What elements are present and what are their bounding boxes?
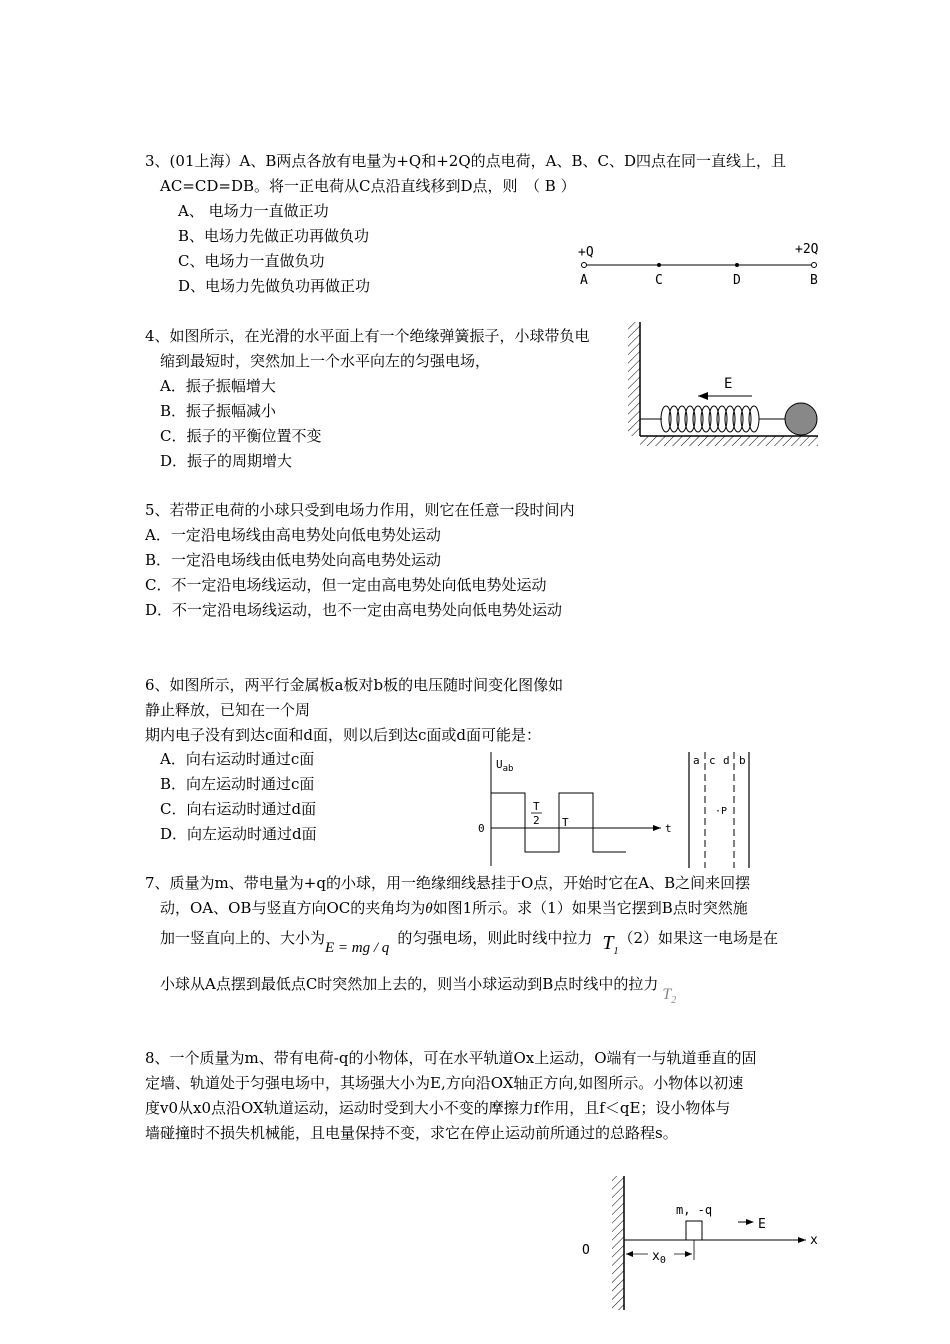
q6-line3: 期内电子没有到达c面和d面，则以后到达c面或d面可能是： [145, 726, 542, 744]
q7-line3-mid: 的匀强电场，则此时线中拉力 [397, 929, 593, 947]
q6-half-period-den: 2 [533, 814, 540, 827]
q4-line1: 4、如图所示，在光滑的水平面上有一个绝缘弹簧振子，小球带负电 [145, 327, 590, 345]
q7-line2-text: 动，OA、OB与竖直方向OC的夹角均为 [160, 899, 426, 917]
q7-T2-letter: T [662, 986, 672, 1003]
q6-option-b: B．向左运动时通过c面 [160, 775, 315, 793]
q3-dot-d [735, 263, 739, 267]
q6-plates-figure [683, 748, 758, 870]
q3-charges-figure [570, 236, 830, 296]
q3-option-a: A、 电场力一直做正功 [178, 202, 329, 220]
q6-label-c: c [709, 754, 716, 767]
q8-x0-arrow-right [685, 1251, 692, 1257]
q3-option-d: D、电场力先做负功再做正功 [178, 277, 371, 295]
q3-dot-b [812, 263, 817, 268]
q7-T2-sub: 2 [671, 995, 677, 1007]
q7-line2 [160, 898, 748, 919]
q8-block [686, 1221, 702, 1240]
q4-arrow-head [698, 392, 708, 400]
q3-point-c: C [655, 273, 663, 288]
q5-option-c: C．不一定沿电场线运动，但一定由高电势处向低电势处运动 [145, 576, 547, 594]
q6-origin-label: 0 [478, 822, 485, 835]
q8-wall-figure [578, 1172, 828, 1314]
q8-x-arrow [798, 1237, 806, 1243]
q8-line3: 度v0从x0点沿OX轨道运动，运动时受到大小不变的摩擦力f作用，且f＜qE；设小物体与 [145, 1099, 731, 1117]
q6-line2: 静止释放，已知在一个周 [145, 701, 311, 719]
q5-option-a: A．一定沿电场线由高电势处向低电势处运动 [145, 526, 441, 544]
q6-t-label: t [665, 822, 672, 835]
q7-formula: E = mg / q [325, 940, 390, 956]
q8-line2: 定墙、轨道处于匀强电场中，其场强大小为E,方向沿OX轴正方向,如图所示。小物体以初速 [145, 1074, 744, 1092]
q3-line2: AC=CD=DB。将一正电荷从C点沿直线移到D点，则 （ B ） [160, 177, 576, 195]
q3-point-d: D [733, 273, 741, 288]
q3-charge-b-label: +2Q [795, 242, 819, 257]
q4-option-c: C．振子的平衡位置不变 [160, 427, 322, 445]
q5-option-b: B．一定沿电场线由低电势处向高电势处运动 [145, 551, 442, 569]
q8-x0-arrow-left [626, 1251, 633, 1257]
q6-y-label: $U_{ab}$ [496, 758, 514, 774]
q7-T2 [662, 986, 677, 1007]
q7-line2-tail: 如图1所示。求（1）如果当它摆到B点时突然施 [432, 899, 748, 917]
q6-t-arrow [653, 825, 661, 831]
q7-T1 [602, 932, 619, 957]
q8-field-arrow-head [746, 1219, 754, 1225]
q6-option-d: D．向左运动时通过d面 [160, 825, 317, 843]
q3-dot-a [582, 263, 587, 268]
q3-charge-a-label: +Q [578, 245, 594, 260]
q6-line1: 6、如图所示，两平行金属板a板对b板的电压随时间变化图像如 [145, 676, 564, 694]
q6-label-b: b [739, 754, 746, 767]
q6-label-a: a [693, 754, 700, 767]
q8-field-label: E [758, 1217, 766, 1232]
q6-voltage-graph [476, 748, 676, 870]
q4-floor-hatch [640, 436, 818, 446]
q4-wall-hatch [628, 322, 640, 436]
q6-half-period-num: T [533, 800, 540, 813]
q7-line3-text: 加一竖直向上的、大小为 [160, 929, 326, 947]
q8-wall-hatch [612, 1176, 624, 1310]
q7-line4 [160, 974, 677, 1007]
q7-theta: θ [425, 901, 433, 917]
q4-option-a: A．振子振幅增大 [160, 377, 276, 395]
q4-line2: 缩到最短时，突然加上一个水平向左的匀强电场， [160, 352, 491, 370]
q6-option-a: A．向右运动时通过c面 [160, 750, 315, 768]
q7-line3 [160, 927, 778, 956]
q3-dot-c [657, 263, 661, 267]
q4-field-label: E [724, 376, 733, 392]
q5-line1: 5、若带正电荷的小球只受到电场力作用，则它在任意一段时间内 [145, 501, 575, 519]
q6-option-c: C．向右运动时通过d面 [160, 800, 317, 818]
q3-option-b: B、电场力先做正功再做负功 [178, 227, 370, 245]
q4-spring [640, 406, 785, 432]
q3-point-a: A [580, 273, 588, 288]
q4-option-d: D．振子的周期增大 [160, 452, 293, 470]
q4-ball [785, 403, 817, 435]
q6-period-label: T [562, 816, 569, 829]
q7-line1: 7、质量为m、带电量为+q的小球，用一绝缘细线悬挂于O点，开始时它在A、B之间来回摆 [145, 874, 751, 892]
q8-line4: 墙碰撞时不损失机械能，且电量保持不变，求它在停止运动前所通过的总路程s。 [145, 1124, 678, 1142]
q6-point-p: ·P [715, 806, 728, 817]
q4-option-b: B．振子振幅减小 [160, 402, 277, 420]
q3-line1: 3、(01上海）A、B两点各放有电量为+Q和+2Q的点电荷，A、B、C、D四点在同一直线上，且 [145, 152, 786, 170]
q6-square-wave [491, 793, 626, 852]
q7-T1-letter: T [602, 932, 614, 954]
q8-axis-label: x [810, 1233, 818, 1248]
q8-mass-label: m, -q [676, 1203, 713, 1217]
q3-point-b: B [810, 273, 818, 288]
q3-option-c: C、电场力一直做负功 [178, 252, 325, 270]
q8-origin-label: O [582, 1243, 590, 1258]
q8-x0-label: $x_0$ [652, 1249, 666, 1266]
q6-label-d: d [723, 754, 730, 767]
q7-T1-sub: 1 [613, 946, 619, 957]
q7-line4-text: 小球从A点摆到最低点C时突然加上去的，则当小球运动到B点时线中的拉力 [160, 975, 659, 993]
q7-line3-tail: （2）如果这一电场是在 [618, 929, 778, 947]
q4-spring-figure [622, 318, 822, 458]
q5-option-d: D．不一定沿电场线运动，也不一定由高电势处向低电势处运动 [145, 601, 563, 619]
q8-line1: 8、一个质量为m、带有电荷-q的小物体，可在水平轨道Ox上运动，O端有一与轨道垂直的固 [145, 1049, 757, 1067]
